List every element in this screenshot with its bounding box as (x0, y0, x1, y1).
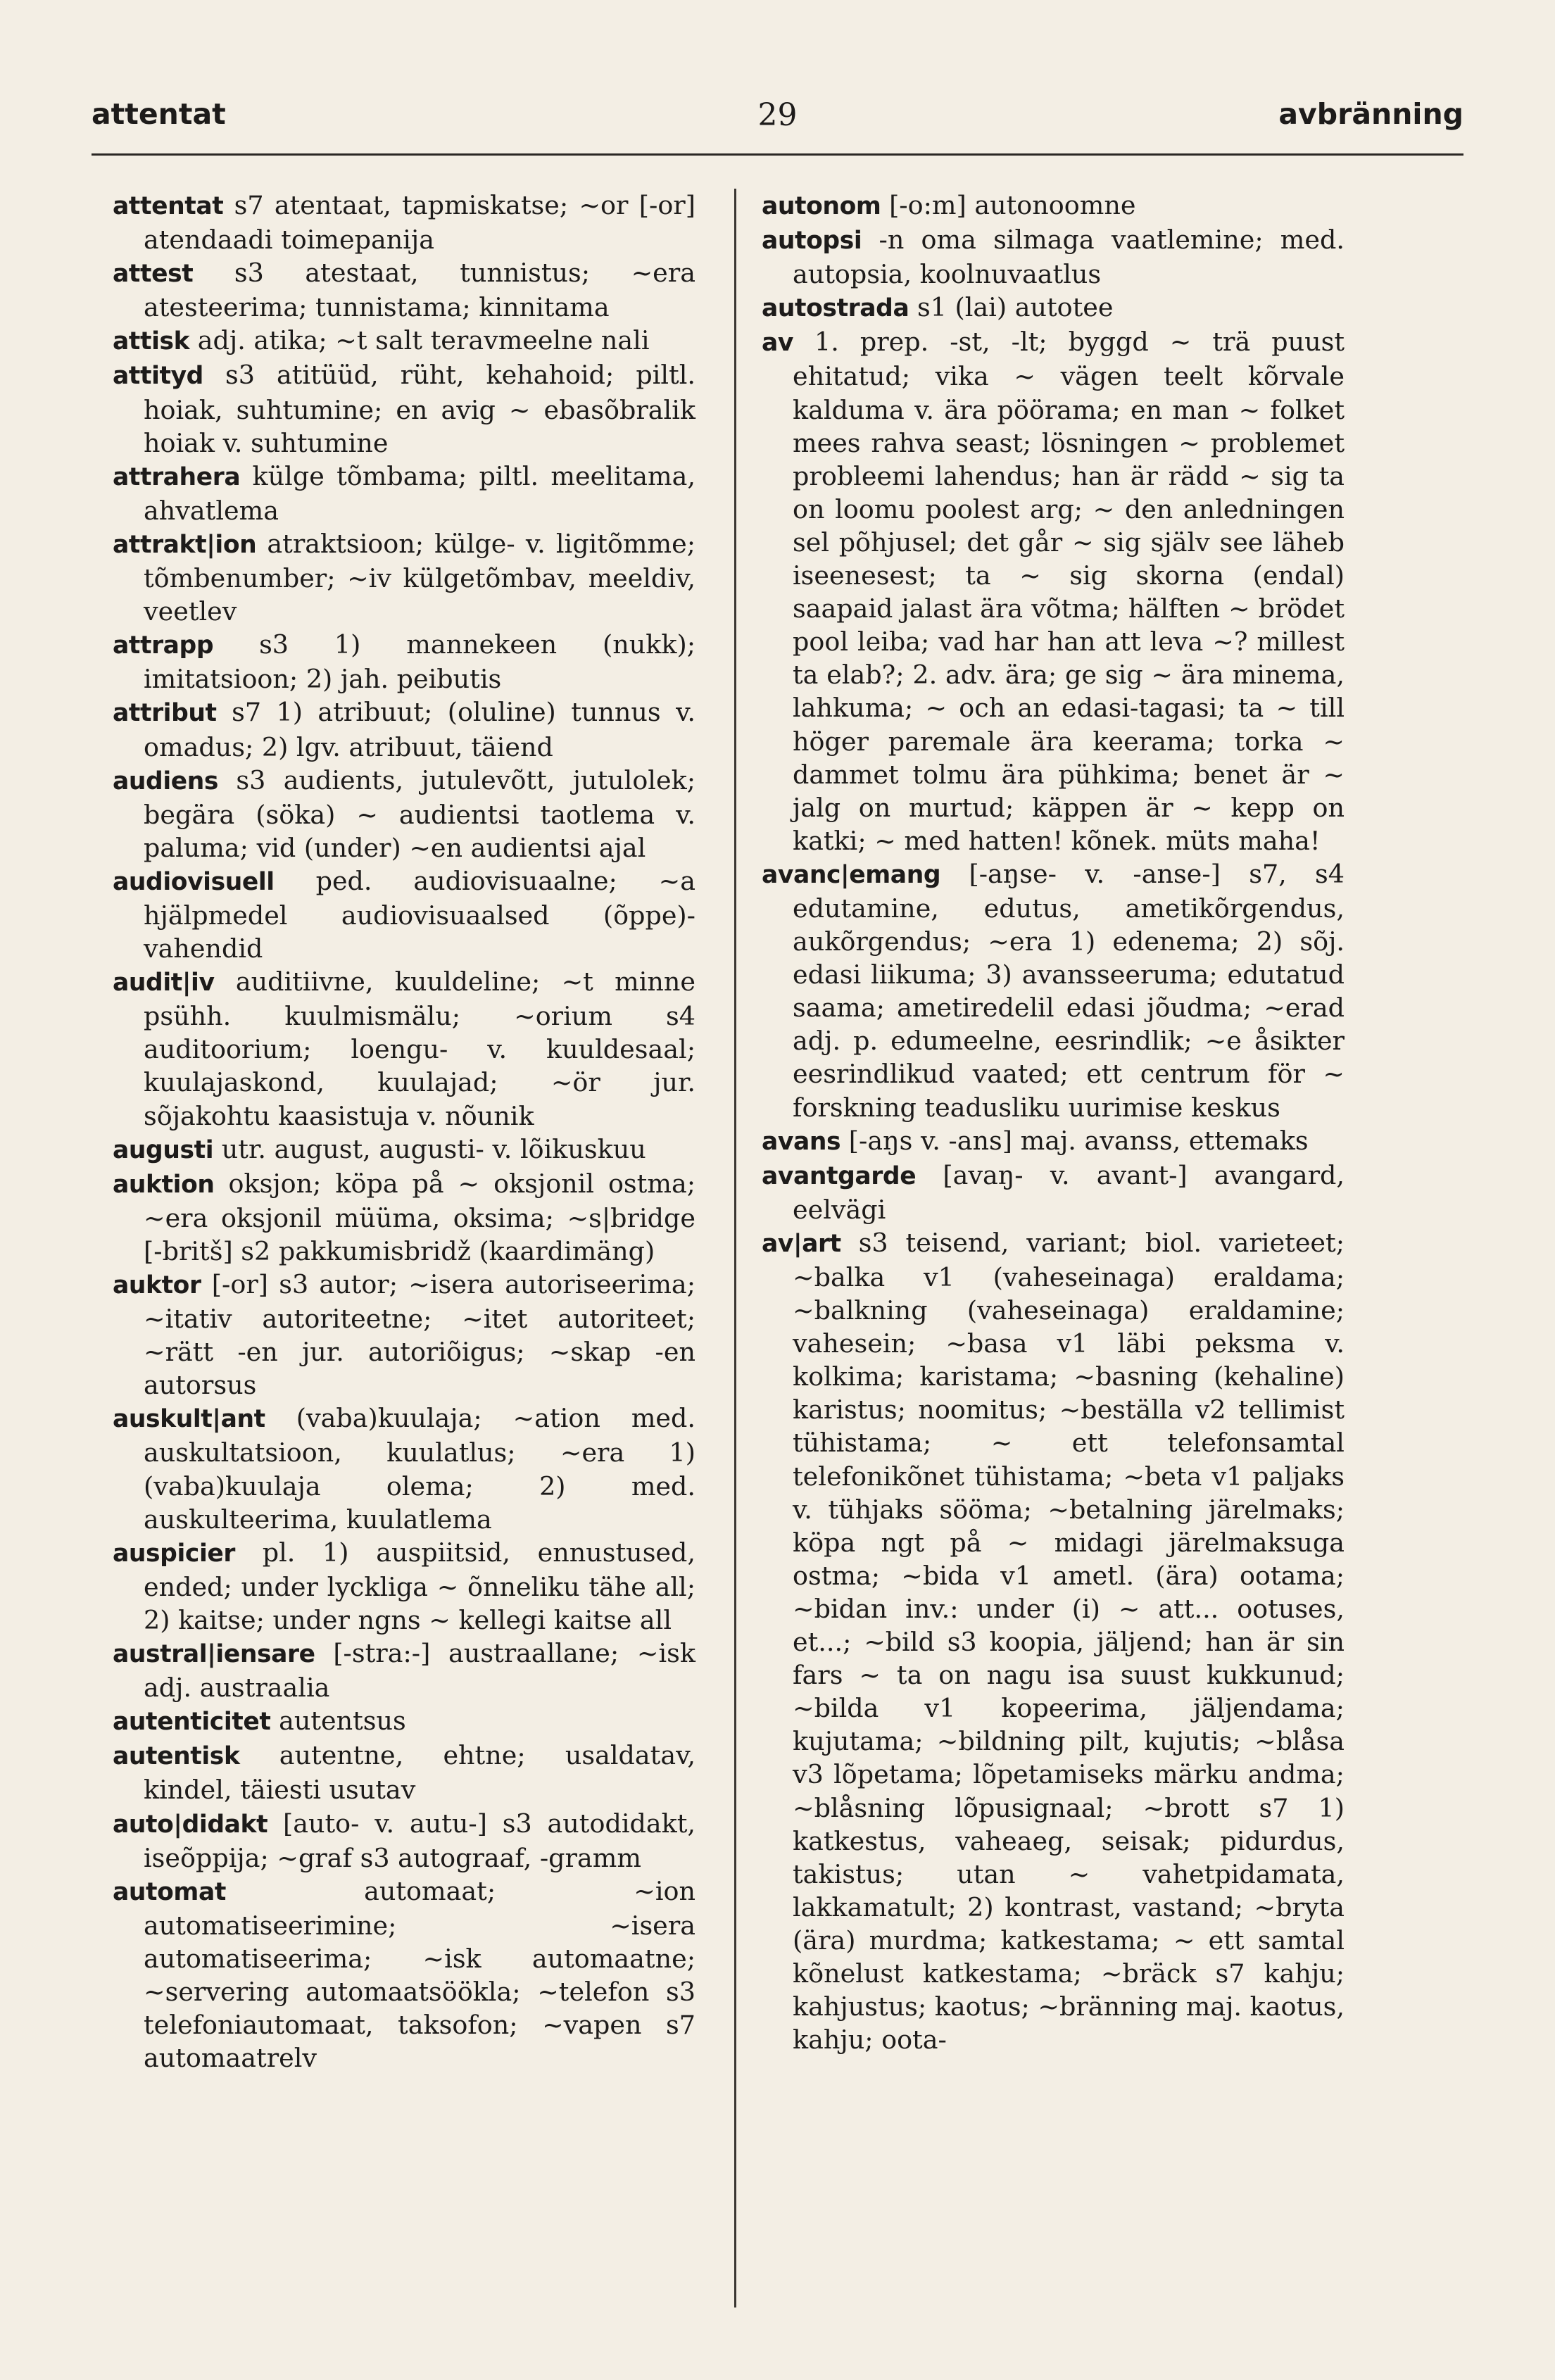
entry-definition: -n oma silmaga vaatlemine; med. autopsia, koolnuvaatlus (793, 225, 1345, 290)
dictionary-entry (762, 223, 1345, 291)
entry-headword: autonom (762, 192, 881, 220)
entry-headword: avans (762, 1127, 841, 1156)
entry-headword: attribut (113, 699, 217, 728)
dictionary-entry (762, 325, 1345, 857)
entry-headword: attentat (113, 192, 224, 220)
entry-headword: audit|iv (113, 969, 215, 997)
entry-headword: audiovisuell (113, 867, 275, 896)
dictionary-entry (762, 1226, 1345, 2056)
entry-headword: attrapp (113, 631, 214, 660)
dictionary-entry (113, 1704, 695, 1739)
entry-headword: auktion (113, 1170, 215, 1199)
dictionary-entry (113, 1133, 695, 1167)
entry-headword: audiens (113, 767, 219, 795)
guide-word-left: attentat (92, 97, 226, 131)
dictionary-entry (762, 1159, 1345, 1226)
entry-definition: s7 atentaat, tapmiskatse; ~or [-or] atendaadi toimepanija (144, 190, 695, 256)
entry-headword: avantgarde (762, 1161, 917, 1190)
guide-word-right: avbränning (1278, 97, 1463, 131)
entry-definition: atraktsioon; külge- v. ligitõmme; tõmbenumber; ~iv külgetõmbav, meeldiv, veetlev (144, 528, 695, 627)
entry-headword: av|art (762, 1229, 841, 1258)
page-header (92, 97, 1463, 156)
dictionary-entry (762, 857, 1345, 1124)
entry-definition: s3 atestaat, tunnistus; ~era atesteerima; tunnistama; kinnitama (144, 258, 695, 323)
entry-definition: oksjon; köpa på ~ oksjonil ostma; ~era oksjonil müüma, oksima; ~s|bridge [-britš] s2 pakkumisbridž (kaardimäng) (144, 1168, 696, 1266)
entry-definition: s3 teisend, variant; biol. varieteet; ~balka v1 (vaheseinaga) eraldama; ~balkning (vaheseinaga) eraldamine; vahesein; ~basa v1 läbi peksma v. kolkima; karistama; ~basning (kehaline) karistus; noomitus; ~beställa v2 tellimist tühistama; ~ ett telefonsamtal telefonikõnet tühistama; ~beta v1 paljaks v. tühjaks sööma; ~betalning järelmaks; köpa ngt på ~ midagi järelmaksuga ostma; ~bida v1 ametl. (ära) ootama; ~bidan inv.: under (i) ~ att... ootuses, et...; ~bild s3 koopia, jäljend; han är sin fars ~ ta on nagu isa suust kukkunud; ~bilda v1 kopeerima, jäljendama; kujutama; ~bildning pilt, kujutis; ~blåsa v3 lõpetama; lõpetamiseks märku andma; ~blåsning lõpusignaal; ~brott s7 1) katkestus, vaheaeg, seisak; pidurdus, takistus; utan ~ vahetpidamata, lakkamatult; 2) kontrast, vastand; ~bryta (ära) murdma; katkestama; ~ ett samtal kõnelust katkestama; ~bräck s7 kahju; kahjustus; kaotus; ~bränning maj. kaotus, kahju; oota- (793, 1227, 1345, 2055)
entry-headword: augusti (113, 1135, 214, 1164)
entry-headword: avanc|emang (762, 860, 941, 889)
entry-definition: utr. august, augusti- v. lõikuskuu (221, 1133, 646, 1164)
entry-definition: [-aŋs v. -ans] maj. avanss, ettemaks (848, 1125, 1309, 1156)
entry-headword: attrahera (113, 462, 241, 491)
entry-headword: autentisk (113, 1742, 240, 1771)
entry-definition: pl. 1) auspiitsid, ennustused, ended; under lyckliga ~ õnneliku tähe all; 2) kaitse; under ngns ~ kellegi kaitse all (144, 1537, 695, 1635)
dictionary-entry (113, 1402, 695, 1535)
entry-headword: av (762, 329, 793, 358)
entry-definition: [-aŋse- v. -anse-] s7, s4 edutamine, edutus, ametikõrgendus, aukõrgendus; ~era 1) edenema; 2) sõj. edasi liikuma; 3) avansseeruma; edutatud saama; ametiredelil edasi jõudma; ~erad adj. p. edumeelne, eesrindlik; ~e åsikter eesrindlikud vaated; ett centrum för ~ forskning teadusliku uurimise keskus (793, 858, 1345, 1123)
dictionary-entry (113, 1167, 695, 1268)
dictionary-entry (113, 189, 695, 256)
entry-definition: s3 1) mannekeen (nukk); imitatsioon; 2) jah. peibutis (144, 629, 695, 695)
dictionary-entry (113, 256, 695, 324)
entry-definition: külge tõmbama; piltl. meelitama, ahvatlema (144, 460, 695, 526)
entry-headword: autopsi (762, 227, 862, 256)
entry-definition: adj. atika; ~t salt teravmeelne nali (197, 325, 650, 356)
entry-headword: autenticitet (113, 1708, 271, 1737)
entry-headword: automat (113, 1877, 226, 1906)
dictionary-entry (113, 965, 695, 1132)
entry-headword: attityd (113, 362, 203, 391)
entry-definition: s3 audients, jutulevõtt, jutulolek; begära (söka) ~ audientsi taotlema v. paluma; vid (under) ~en audientsi ajal (144, 764, 695, 863)
entry-definition: [auto- v. autu-] s3 autodidakt, iseõppija; ~graf s3 autograaf, -gramm (144, 1808, 696, 1873)
entry-definition: autentne, ehtne; usaldatav, kindel, täiesti usutav (144, 1740, 695, 1806)
entry-headword: austral|iensare (113, 1640, 315, 1669)
dictionary-entry (113, 628, 695, 695)
entry-definition: s1 (lai) autotee (917, 292, 1114, 323)
dictionary-entry (762, 1124, 1345, 1159)
dictionary-entry (113, 358, 695, 459)
dictionary-entry (113, 764, 695, 864)
dictionary-entry (113, 1875, 695, 2075)
dictionary-entry (113, 1739, 695, 1806)
entry-definition: [avaŋ- v. avant-] avangard, eelvägi (793, 1159, 1345, 1225)
entry-headword: attest (113, 260, 194, 289)
entry-definition: (vaba)kuulaja; ~ation med. auskultatsioon, kuulatlus; ~era 1) (vaba)kuulaja olema; 2) med. auskulteerima, kuulatlema (144, 1403, 695, 1535)
entry-definition: [-stra:-] austraallane; ~isk adj. austraalia (144, 1638, 696, 1704)
dictionary-entry (113, 1637, 695, 1704)
column-divider (734, 189, 736, 2307)
entry-definition: ped. audiovisuaalne; ~a hjälpmedel audiovisuaalsed (õppe)-vahendid (144, 865, 695, 964)
entry-headword: attisk (113, 327, 190, 356)
entry-headword: attrakt|ion (113, 530, 257, 559)
entry-headword: auspicier (113, 1539, 235, 1568)
entry-definition: auditiivne, kuuldeline; ~t minne psühh. kuulmismälu; ~orium s4 auditoorium; loengu- v. kuuldesaal; kuulajaskond, kuulajad; ~ör jur. sõjakohtu kaasistuja v. nõunik (144, 967, 695, 1131)
entry-definition: [-or] s3 autor; ~isera autoriseerima; ~itativ autoriteetne; ~itet autoriteet; ~rätt -en jur. autoriõigus; ~skap -en autorsus (144, 1269, 695, 1401)
entry-headword: auskult|ant (113, 1405, 265, 1434)
dictionary-entry (762, 291, 1345, 325)
dictionary-entry (762, 189, 1345, 223)
left-column (113, 189, 695, 2074)
dictionary-entry (113, 527, 695, 628)
page-number: 29 (757, 97, 798, 133)
dictionary-entry (113, 1536, 695, 1637)
entry-definition: s3 atitüüd, rüht, kehahoid; piltl. hoiak, suhtumine; en avig ~ ebasõbralik hoiak v. suhtumine (144, 360, 695, 458)
right-column (762, 189, 1345, 2056)
dictionary-entry (113, 324, 695, 358)
dictionary-entry (113, 1807, 695, 1875)
dictionary-entry (113, 1268, 695, 1402)
entry-headword: auto|didakt (113, 1810, 268, 1839)
entry-definition: autentsus (279, 1706, 406, 1737)
dictionary-entry (113, 460, 695, 527)
entry-definition: automaat; ~ion automatiseerimine; ~isera automatiseerima; ~isk automaatne; ~servering automaatsöökla; ~telefon s3 telefoniautomaat, taksofon; ~vapen s7 automaatrelv (144, 1875, 695, 2074)
entry-definition: s7 1) atribuut; (oluline) tunnus v. omadus; 2) lgv. atribuut, täiend (144, 697, 695, 762)
entry-definition: 1. prep. -st, -lt; byggd ~ trä puust ehitatud; vika ~ vägen teelt kõrvale kalduma v. ära pöörama; en man ~ folket mees rahva seast; lösningen ~ problemet probleemi lahendus; han är rädd ~ sig ta on loomu poolest arg; ~ den anledningen sel põhjusel; det går ~ sig själv see läheb iseenesest; ta ~ sig skorna (endal) saapaid jalast ära võtma; hälften ~ brödet pool leiba; vad har han att leva ~? millest ta elab?; 2. adv. ära; ge sig ~ ära minema, lahkuma; ~ och an edasi-tagasi; ta ~ till höger paremale ära keerama; torka ~ dammet tolmu ära pühkima; benet är ~ jalg on murtud; käppen är ~ kepp on katki; ~ med hatten! kõnek. müts maha! (793, 327, 1345, 856)
dictionary-entry (113, 864, 695, 965)
entry-definition: [-o:m] autonoomne (889, 190, 1136, 220)
entry-headword: autostrada (762, 294, 909, 323)
entry-headword: auktor (113, 1271, 201, 1299)
dictionary-entry (113, 695, 695, 763)
